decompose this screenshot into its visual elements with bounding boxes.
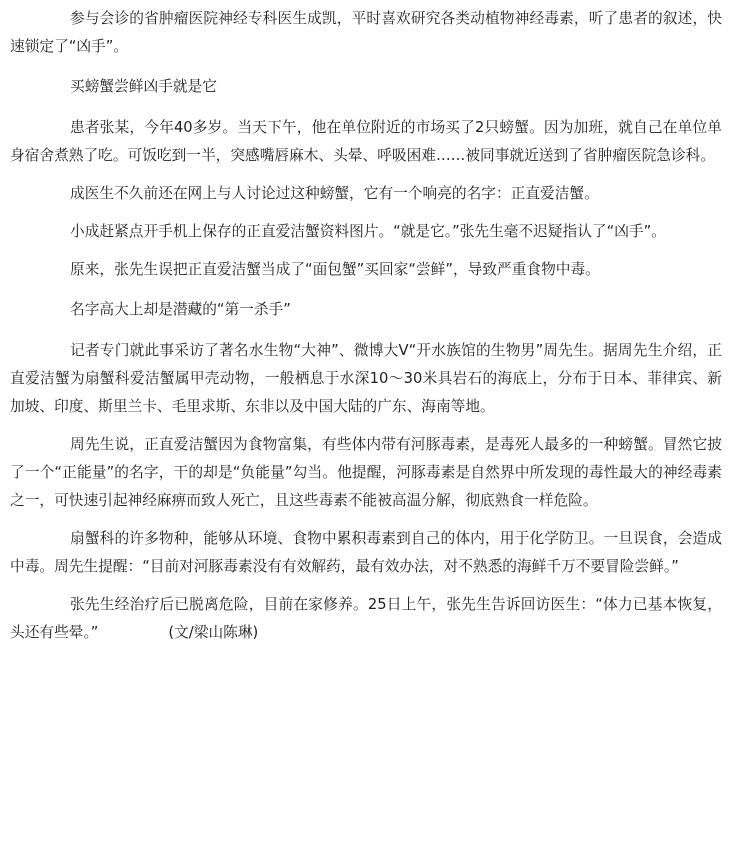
paragraph-interview: 记者专门就此事采访了著名水生物“大神”、微博大V“开水族馆的生物男”周先生。据周先生介绍，正直爱洁蟹为扇蟹科爱洁蟹属甲壳动物，一般栖息于水深10～30米具岩石的海底上，分布于日本、菲律宾、新加坡、印度、斯里兰卡、毛里求斯、东非以及中国大陆的广东、海南等地。 <box>10 342 722 415</box>
byline: (文/梁山陈琳) <box>168 624 259 641</box>
subheading-first-killer: 名字高大上却是潜藏的“第一杀手” <box>70 301 291 318</box>
paragraph-crab-name: 成医生不久前还在网上与人讨论过这种螃蟹，它有一个响亮的名字：正直爱洁蟹。 <box>70 185 599 202</box>
article-body <box>10 0 722 652</box>
paragraph-toxin: 周先生说，正直爱洁蟹因为食物富集，有些体内带有河豚毒素，是毒死人最多的一种螃蟹。冒然它披了一个“正能量”的名字，干的却是“负能量”勾当。他提醒，河豚毒素是自然界中所发现的毒性最大的神经毒素之一，可快速引起神经麻痹而致人死亡，且这些毒素不能被高温分解，彻底熟食一样危险。 <box>10 436 722 509</box>
subheading-buy-crab: 买螃蟹尝鲜凶手就是它 <box>70 78 217 95</box>
paragraph-intro: 参与会诊的省肿瘤医院神经专科医生成凯，平时喜欢研究各类动植物神经毒素，听了患者的叙述，快速锁定了“凶手”。 <box>10 10 722 55</box>
paragraph-mistake: 原来，张先生误把正直爱洁蟹当成了“面包蟹”买回家“尝鲜”，导致严重食物中毒。 <box>70 261 600 278</box>
recovery-text: 张先生经治疗后已脱离危险，目前在家修养。25日上午，张先生告诉回访医生：“体力已基本恢复，头还有些晕。” <box>10 596 722 641</box>
paragraph-warning: 扇蟹科的许多物种，能够从环境、食物中累积毒素到自己的体内，用于化学防卫。一旦误食，会造成中毒。周先生提醒：“目前对河豚毒素没有有效解药，最有效办法，对不熟悉的海鲜千万不要冒险尝鲜。” <box>10 530 722 575</box>
paragraph-patient: 患者张某，今年40多岁。当天下午，他在单位附近的市场买了2只螃蟹。因为加班，就自己在单位单身宿舍煮熟了吃。可饭吃到一半，突感嘴唇麻木、头晕、呼吸困难……被同事就近送到了省肿瘤医院急诊科。 <box>10 119 722 164</box>
paragraph-recovery <box>10 586 722 652</box>
paragraph-identify: 小成赶紧点开手机上保存的正直爱洁蟹资料图片。“就是它。”张先生毫不迟疑指认了“凶手”。 <box>70 223 666 240</box>
